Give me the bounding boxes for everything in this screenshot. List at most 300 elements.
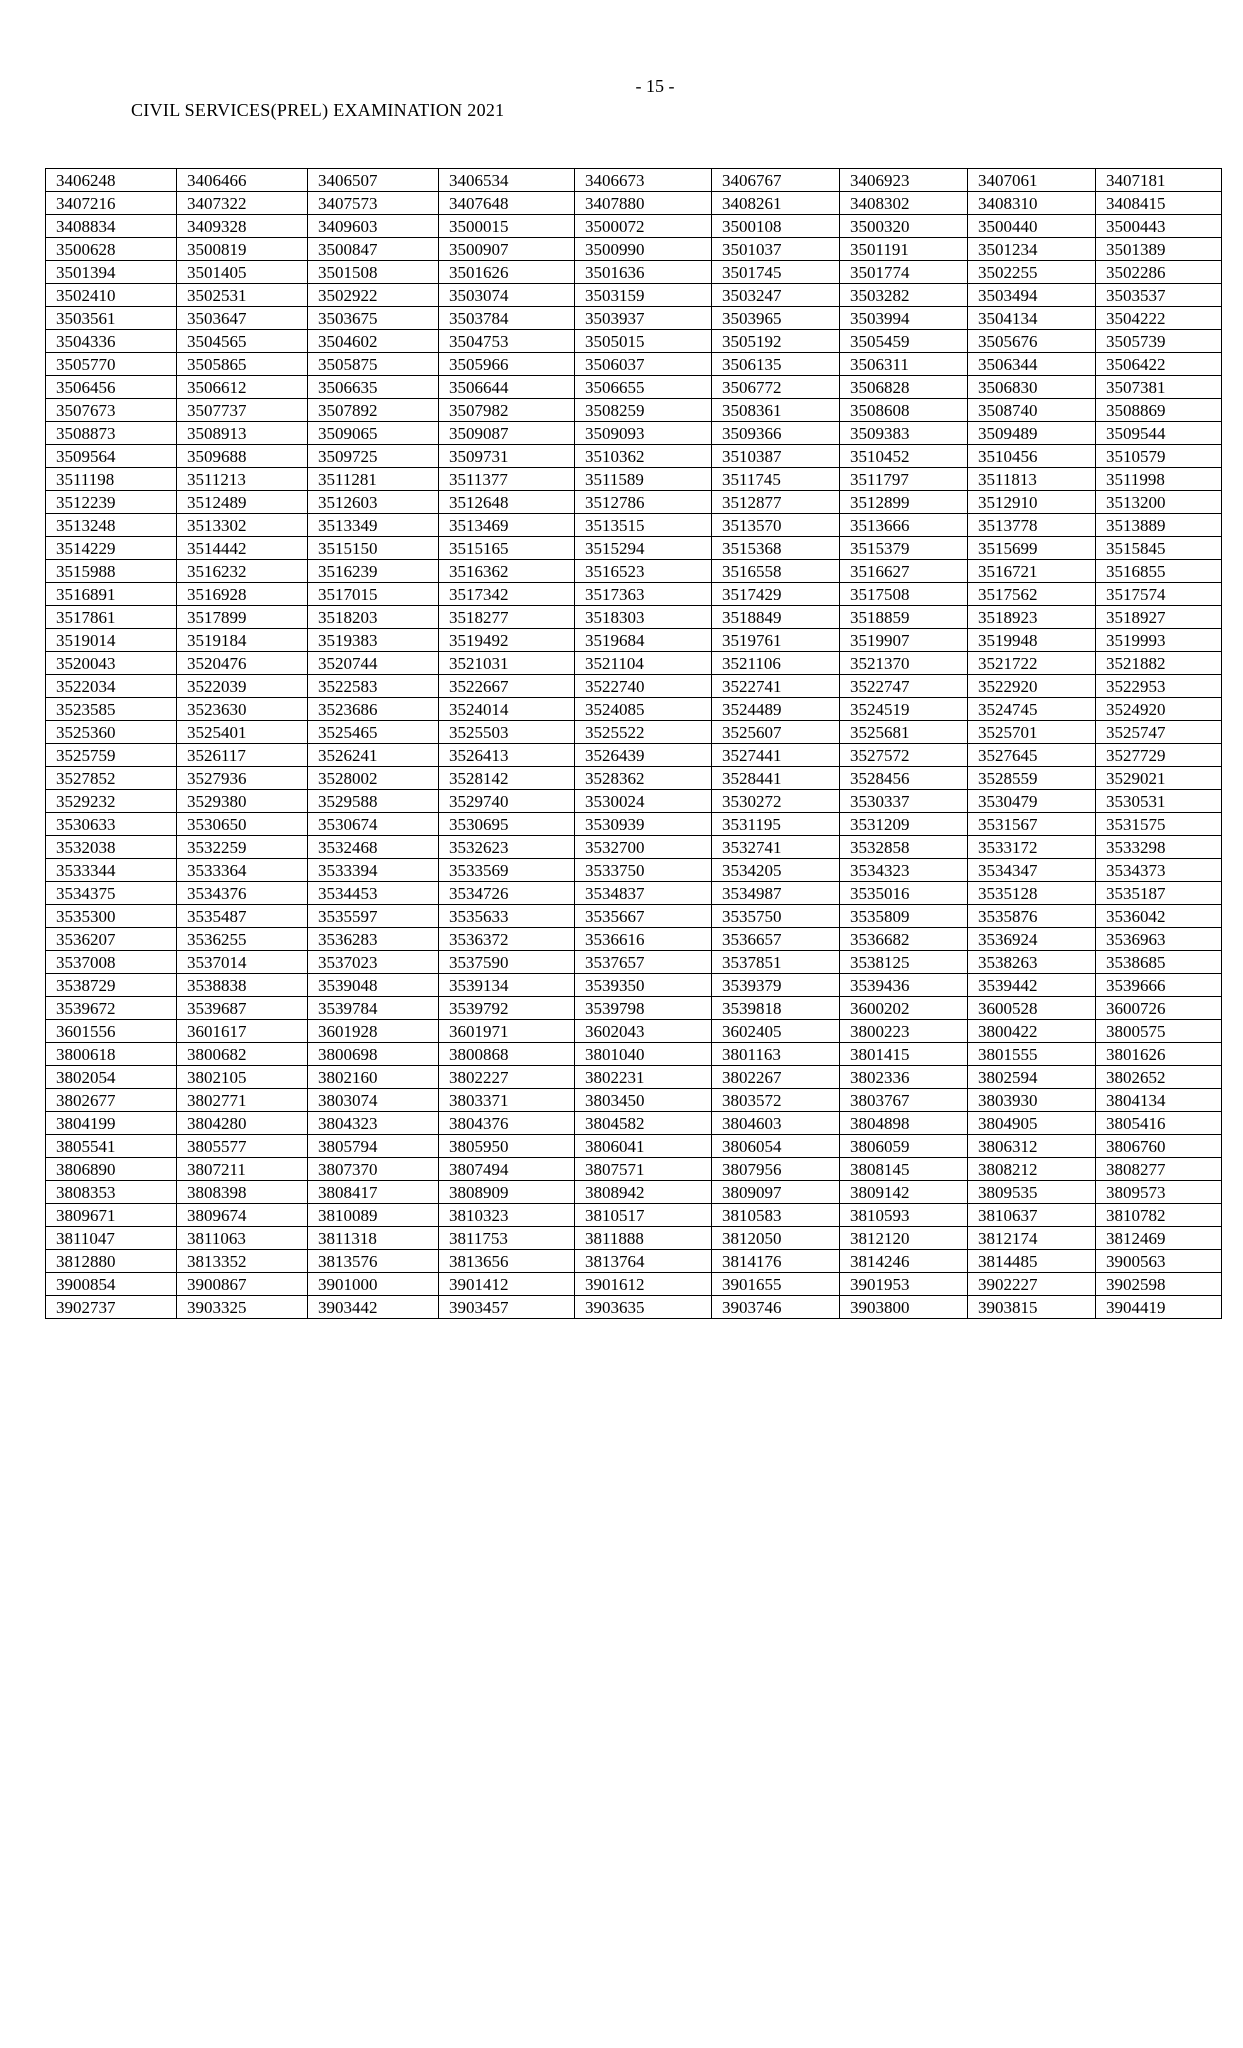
roll-number-cell: 3525522 <box>575 721 712 744</box>
roll-number-cell: 3408302 <box>840 192 968 215</box>
roll-number-cell: 3810593 <box>840 1204 968 1227</box>
roll-number-cell: 3407061 <box>968 169 1096 192</box>
roll-number-cell: 3810637 <box>968 1204 1096 1227</box>
roll-number-cell: 3800422 <box>968 1020 1096 1043</box>
table-row <box>46 1066 1222 1089</box>
roll-number-cell: 3527729 <box>1096 744 1222 767</box>
roll-number-cell: 3903635 <box>575 1296 712 1319</box>
roll-number-cell: 3513570 <box>712 514 840 537</box>
roll-number-cell: 3519761 <box>712 629 840 652</box>
roll-number-cell: 3535750 <box>712 905 840 928</box>
roll-number-cell: 3812469 <box>1096 1227 1222 1250</box>
roll-number-cell: 3810583 <box>712 1204 840 1227</box>
roll-number-cell: 3511198 <box>46 468 177 491</box>
roll-number-cell: 3524519 <box>840 698 968 721</box>
table-row <box>46 767 1222 790</box>
roll-number-cell: 3501389 <box>1096 238 1222 261</box>
roll-number-cell: 3517562 <box>968 583 1096 606</box>
roll-number-cell: 3804280 <box>177 1112 308 1135</box>
roll-number-cell: 3406248 <box>46 169 177 192</box>
roll-number-cell: 3804323 <box>308 1112 439 1135</box>
roll-number-cell: 3507982 <box>439 399 575 422</box>
roll-number-cell: 3512239 <box>46 491 177 514</box>
roll-number-cell: 3536042 <box>1096 905 1222 928</box>
roll-number-cell: 3808398 <box>177 1181 308 1204</box>
table-row <box>46 790 1222 813</box>
roll-number-cell: 3516855 <box>1096 560 1222 583</box>
roll-number-cell: 3529380 <box>177 790 308 813</box>
roll-number-cell: 3902227 <box>968 1273 1096 1296</box>
roll-number-cell: 3502255 <box>968 261 1096 284</box>
roll-number-cell: 3507381 <box>1096 376 1222 399</box>
roll-number-cell: 3527572 <box>840 744 968 767</box>
roll-number-cell: 3511745 <box>712 468 840 491</box>
roll-number-cell: 3514229 <box>46 537 177 560</box>
roll-number-cell: 3500819 <box>177 238 308 261</box>
page-number: - 15 - <box>635 76 675 96</box>
roll-number-cell: 3525747 <box>1096 721 1222 744</box>
roll-number-cell: 3500320 <box>840 215 968 238</box>
roll-number-cell: 3528142 <box>439 767 575 790</box>
roll-number-cell: 3527852 <box>46 767 177 790</box>
table-row <box>46 698 1222 721</box>
roll-number-cell: 3527441 <box>712 744 840 767</box>
roll-number-cell: 3519184 <box>177 629 308 652</box>
roll-number-cell: 3802054 <box>46 1066 177 1089</box>
roll-number-cell: 3512877 <box>712 491 840 514</box>
roll-number-cell: 3536255 <box>177 928 308 951</box>
roll-number-cell: 3813352 <box>177 1250 308 1273</box>
roll-number-cell: 3901000 <box>308 1273 439 1296</box>
roll-number-cell: 3903457 <box>439 1296 575 1319</box>
roll-number-cell: 3512603 <box>308 491 439 514</box>
roll-number-cell: 3534726 <box>439 882 575 905</box>
roll-number-cell: 3532038 <box>46 836 177 859</box>
roll-number-cell: 3522583 <box>308 675 439 698</box>
roll-number-cell: 3533298 <box>1096 836 1222 859</box>
roll-number-cell: 3513200 <box>1096 491 1222 514</box>
roll-number-cell: 3500440 <box>968 215 1096 238</box>
roll-number-cell: 3513778 <box>968 514 1096 537</box>
roll-number-cell: 3516523 <box>575 560 712 583</box>
roll-number-cell: 3506456 <box>46 376 177 399</box>
roll-number-cell: 3903325 <box>177 1296 308 1319</box>
roll-number-cell: 3530531 <box>1096 790 1222 813</box>
roll-number-cell: 3505676 <box>968 330 1096 353</box>
roll-number-cell: 3523585 <box>46 698 177 721</box>
roll-number-cell: 3511998 <box>1096 468 1222 491</box>
roll-number-cell: 3505865 <box>177 353 308 376</box>
roll-number-cell: 3800575 <box>1096 1020 1222 1043</box>
roll-number-cell: 3511589 <box>575 468 712 491</box>
roll-number-cell: 3810089 <box>308 1204 439 1227</box>
roll-number-cell: 3519014 <box>46 629 177 652</box>
roll-number-cell: 3509093 <box>575 422 712 445</box>
roll-number-cell: 3533394 <box>308 859 439 882</box>
roll-number-cell: 3503537 <box>1096 284 1222 307</box>
roll-number-cell: 3809535 <box>968 1181 1096 1204</box>
roll-number-cell: 3503282 <box>840 284 968 307</box>
roll-number-cell: 3522953 <box>1096 675 1222 698</box>
roll-number-cell: 3506311 <box>840 353 968 376</box>
roll-number-cell: 3539442 <box>968 974 1096 997</box>
roll-number-cell: 3522747 <box>840 675 968 698</box>
roll-number-cell: 3509564 <box>46 445 177 468</box>
roll-number-cell: 3537590 <box>439 951 575 974</box>
roll-number-cell: 3521106 <box>712 652 840 675</box>
roll-number-cell: 3805950 <box>439 1135 575 1158</box>
roll-number-cell: 3525360 <box>46 721 177 744</box>
roll-number-cell: 3807211 <box>177 1158 308 1181</box>
roll-number-cell: 3408415 <box>1096 192 1222 215</box>
roll-number-cell: 3508361 <box>712 399 840 422</box>
roll-number-cell: 3535187 <box>1096 882 1222 905</box>
roll-number-cell: 3903815 <box>968 1296 1096 1319</box>
roll-number-cell: 3515150 <box>308 537 439 560</box>
table-row <box>46 537 1222 560</box>
table-row <box>46 491 1222 514</box>
roll-number-cell: 3524920 <box>1096 698 1222 721</box>
roll-number-cell: 3803572 <box>712 1089 840 1112</box>
roll-number-table-body <box>46 169 1222 1319</box>
roll-number-cell: 3808353 <box>46 1181 177 1204</box>
table-row <box>46 1089 1222 1112</box>
roll-number-cell: 3801163 <box>712 1043 840 1066</box>
roll-number-cell: 3804134 <box>1096 1089 1222 1112</box>
roll-number-cell: 3509731 <box>439 445 575 468</box>
roll-number-cell: 3800618 <box>46 1043 177 1066</box>
roll-number-cell: 3900563 <box>1096 1250 1222 1273</box>
table-row <box>46 1135 1222 1158</box>
roll-number-cell: 3531567 <box>968 813 1096 836</box>
roll-number-cell: 3507737 <box>177 399 308 422</box>
roll-number-cell: 3812120 <box>840 1227 968 1250</box>
roll-number-cell: 3530674 <box>308 813 439 836</box>
roll-number-cell: 3518849 <box>712 606 840 629</box>
roll-number-cell: 3806760 <box>1096 1135 1222 1158</box>
roll-number-cell: 3504222 <box>1096 307 1222 330</box>
roll-number-cell: 3501037 <box>712 238 840 261</box>
roll-number-cell: 3515165 <box>439 537 575 560</box>
roll-number-cell: 3537008 <box>46 951 177 974</box>
roll-number-cell: 3811753 <box>439 1227 575 1250</box>
roll-number-cell: 3504134 <box>968 307 1096 330</box>
roll-number-cell: 3501636 <box>575 261 712 284</box>
table-row <box>46 744 1222 767</box>
roll-number-cell: 3601971 <box>439 1020 575 1043</box>
table-row <box>46 997 1222 1020</box>
roll-number-cell: 3506612 <box>177 376 308 399</box>
roll-number-cell: 3532468 <box>308 836 439 859</box>
roll-number-cell: 3520744 <box>308 652 439 675</box>
roll-number-cell: 3501394 <box>46 261 177 284</box>
roll-number-cell: 3528002 <box>308 767 439 790</box>
roll-number-cell: 3529588 <box>308 790 439 813</box>
roll-number-cell: 3517508 <box>840 583 968 606</box>
table-row <box>46 905 1222 928</box>
roll-number-cell: 3534373 <box>1096 859 1222 882</box>
roll-number-cell: 3532623 <box>439 836 575 859</box>
roll-number-cell: 3510456 <box>968 445 1096 468</box>
roll-number-cell: 3532741 <box>712 836 840 859</box>
roll-number-cell: 3530939 <box>575 813 712 836</box>
roll-number-cell: 3501745 <box>712 261 840 284</box>
roll-number-cell: 3501191 <box>840 238 968 261</box>
roll-number-cell: 3809674 <box>177 1204 308 1227</box>
roll-number-cell: 3510452 <box>840 445 968 468</box>
roll-number-cell: 3513302 <box>177 514 308 537</box>
table-row <box>46 859 1222 882</box>
roll-number-cell: 3519948 <box>968 629 1096 652</box>
roll-number-cell: 3523630 <box>177 698 308 721</box>
roll-number-cell: 3519993 <box>1096 629 1222 652</box>
roll-number-cell: 3806054 <box>712 1135 840 1158</box>
roll-number-cell: 3808942 <box>575 1181 712 1204</box>
roll-number-cell: 3522667 <box>439 675 575 698</box>
roll-number-cell: 3807956 <box>712 1158 840 1181</box>
roll-number-cell: 3500443 <box>1096 215 1222 238</box>
roll-number-cell: 3812050 <box>712 1227 840 1250</box>
roll-number-cell: 3407880 <box>575 192 712 215</box>
roll-number-cell: 3534375 <box>46 882 177 905</box>
roll-number-cell: 3521370 <box>840 652 968 675</box>
roll-number-cell: 3539798 <box>575 997 712 1020</box>
roll-number-cell: 3408261 <box>712 192 840 215</box>
roll-number-cell: 3535128 <box>968 882 1096 905</box>
roll-number-cell: 3508869 <box>1096 399 1222 422</box>
roll-number-cell: 3536283 <box>308 928 439 951</box>
table-row <box>46 583 1222 606</box>
roll-number-cell: 3526241 <box>308 744 439 767</box>
roll-number-cell: 3532259 <box>177 836 308 859</box>
exam-title: CIVIL SERVICES(PREL) EXAMINATION 2021 <box>131 100 505 120</box>
roll-number-cell: 3536682 <box>840 928 968 951</box>
roll-number-cell: 3513248 <box>46 514 177 537</box>
roll-number-cell: 3504602 <box>308 330 439 353</box>
roll-number-cell: 3810782 <box>1096 1204 1222 1227</box>
roll-number-cell: 3506644 <box>439 376 575 399</box>
roll-number-cell: 3515368 <box>712 537 840 560</box>
roll-number-cell: 3807571 <box>575 1158 712 1181</box>
roll-number-cell: 3812880 <box>46 1250 177 1273</box>
roll-number-cell: 3408834 <box>46 215 177 238</box>
roll-number-cell: 3522039 <box>177 675 308 698</box>
roll-number-cell: 3534837 <box>575 882 712 905</box>
roll-number-cell: 3530650 <box>177 813 308 836</box>
roll-number-cell: 3530272 <box>712 790 840 813</box>
roll-number-cell: 3526413 <box>439 744 575 767</box>
roll-number-cell: 3810323 <box>439 1204 575 1227</box>
roll-number-cell: 3525465 <box>308 721 439 744</box>
roll-number-cell: 3516891 <box>46 583 177 606</box>
roll-number-cell: 3526117 <box>177 744 308 767</box>
roll-number-cell: 3509725 <box>308 445 439 468</box>
roll-number-cell: 3532858 <box>840 836 968 859</box>
roll-number-cell: 3519684 <box>575 629 712 652</box>
roll-number-cell: 3517899 <box>177 606 308 629</box>
roll-number-cell: 3535300 <box>46 905 177 928</box>
roll-number-cell: 3501234 <box>968 238 1096 261</box>
roll-number-cell: 3808417 <box>308 1181 439 1204</box>
roll-number-cell: 3804376 <box>439 1112 575 1135</box>
roll-number-cell: 3514442 <box>177 537 308 560</box>
roll-number-cell: 3530024 <box>575 790 712 813</box>
roll-number-cell: 3807494 <box>439 1158 575 1181</box>
roll-number-cell: 3505192 <box>712 330 840 353</box>
roll-number-cell: 3808909 <box>439 1181 575 1204</box>
roll-number-cell: 3804603 <box>712 1112 840 1135</box>
roll-number-cell: 3534453 <box>308 882 439 905</box>
roll-number-cell: 3807370 <box>308 1158 439 1181</box>
roll-number-cell: 3407573 <box>308 192 439 215</box>
roll-number-cell: 3517861 <box>46 606 177 629</box>
roll-number-cell: 3522741 <box>712 675 840 698</box>
roll-number-cell: 3536963 <box>1096 928 1222 951</box>
roll-number-cell: 3406466 <box>177 169 308 192</box>
roll-number-cell: 3528559 <box>968 767 1096 790</box>
roll-number-cell: 3511377 <box>439 468 575 491</box>
table-row <box>46 445 1222 468</box>
roll-number-cell: 3533344 <box>46 859 177 882</box>
roll-number-cell: 3509544 <box>1096 422 1222 445</box>
roll-number-cell: 3535809 <box>840 905 968 928</box>
roll-number-cell: 3804905 <box>968 1112 1096 1135</box>
roll-number-cell: 3503647 <box>177 307 308 330</box>
roll-number-cell: 3517574 <box>1096 583 1222 606</box>
roll-number-cell: 3501626 <box>439 261 575 284</box>
roll-number-cell: 3813656 <box>439 1250 575 1273</box>
roll-number-cell: 3500072 <box>575 215 712 238</box>
roll-number-cell: 3805794 <box>308 1135 439 1158</box>
roll-number-cell: 3803074 <box>308 1089 439 1112</box>
roll-number-cell: 3536207 <box>46 928 177 951</box>
roll-number-cell: 3504565 <box>177 330 308 353</box>
roll-number-cell: 3804582 <box>575 1112 712 1135</box>
roll-number-cell: 3814485 <box>968 1250 1096 1273</box>
roll-number-cell: 3539687 <box>177 997 308 1020</box>
roll-number-cell: 3500990 <box>575 238 712 261</box>
roll-number-cell: 3803371 <box>439 1089 575 1112</box>
roll-number-cell: 3502922 <box>308 284 439 307</box>
roll-number-cell: 3506655 <box>575 376 712 399</box>
roll-number-cell: 3538685 <box>1096 951 1222 974</box>
roll-number-cell: 3513349 <box>308 514 439 537</box>
roll-number-cell: 3900854 <box>46 1273 177 1296</box>
roll-number-cell: 3522034 <box>46 675 177 698</box>
table-row <box>46 629 1222 652</box>
roll-number-cell: 3507892 <box>308 399 439 422</box>
roll-number-cell: 3539666 <box>1096 974 1222 997</box>
roll-number-cell: 3805577 <box>177 1135 308 1158</box>
roll-number-cell: 3801555 <box>968 1043 1096 1066</box>
roll-number-cell: 3805541 <box>46 1135 177 1158</box>
table-row <box>46 606 1222 629</box>
roll-number-cell: 3535487 <box>177 905 308 928</box>
roll-number-cell: 3503561 <box>46 307 177 330</box>
roll-number-cell: 3539784 <box>308 997 439 1020</box>
roll-number-cell: 3801626 <box>1096 1043 1222 1066</box>
roll-number-cell: 3600726 <box>1096 997 1222 1020</box>
roll-number-cell: 3406534 <box>439 169 575 192</box>
table-row <box>46 422 1222 445</box>
roll-number-cell: 3535667 <box>575 905 712 928</box>
roll-number-cell: 3503937 <box>575 307 712 330</box>
roll-number-cell: 3525401 <box>177 721 308 744</box>
roll-number-cell: 3518303 <box>575 606 712 629</box>
roll-number-cell: 3529740 <box>439 790 575 813</box>
table-row <box>46 399 1222 422</box>
roll-number-cell: 3808212 <box>968 1158 1096 1181</box>
roll-number-cell: 3525607 <box>712 721 840 744</box>
roll-number-cell: 3539048 <box>308 974 439 997</box>
roll-number-cell: 3530337 <box>840 790 968 813</box>
table-row <box>46 192 1222 215</box>
roll-number-cell: 3808145 <box>840 1158 968 1181</box>
roll-number-table <box>45 168 1222 1319</box>
roll-number-cell: 3809097 <box>712 1181 840 1204</box>
roll-number-cell: 3519383 <box>308 629 439 652</box>
roll-number-cell: 3537023 <box>308 951 439 974</box>
roll-number-cell: 3508913 <box>177 422 308 445</box>
roll-number-cell: 3903746 <box>712 1296 840 1319</box>
table-row <box>46 721 1222 744</box>
roll-number-cell: 3537657 <box>575 951 712 974</box>
roll-number-cell: 3511797 <box>840 468 968 491</box>
roll-number-cell: 3516232 <box>177 560 308 583</box>
roll-number-cell: 3407322 <box>177 192 308 215</box>
roll-number-cell: 3806041 <box>575 1135 712 1158</box>
roll-number-cell: 3515379 <box>840 537 968 560</box>
roll-number-cell: 3535633 <box>439 905 575 928</box>
roll-number-cell: 3510362 <box>575 445 712 468</box>
roll-number-cell: 3502531 <box>177 284 308 307</box>
roll-number-cell: 3503994 <box>840 307 968 330</box>
roll-number-cell: 3806059 <box>840 1135 968 1158</box>
table-row <box>46 675 1222 698</box>
roll-number-cell: 3805416 <box>1096 1112 1222 1135</box>
roll-number-cell: 3533172 <box>968 836 1096 859</box>
roll-number-cell: 3503074 <box>439 284 575 307</box>
roll-number-cell: 3506135 <box>712 353 840 376</box>
roll-number-cell: 3900867 <box>177 1273 308 1296</box>
roll-number-cell: 3500628 <box>46 238 177 261</box>
roll-number-cell: 3524489 <box>712 698 840 721</box>
roll-number-cell: 3802160 <box>308 1066 439 1089</box>
table-row <box>46 376 1222 399</box>
roll-number-cell: 3513666 <box>840 514 968 537</box>
table-row <box>46 238 1222 261</box>
roll-number-cell: 3515294 <box>575 537 712 560</box>
roll-number-cell: 3509489 <box>968 422 1096 445</box>
roll-number-cell: 3505966 <box>439 353 575 376</box>
roll-number-cell: 3506344 <box>968 353 1096 376</box>
roll-number-cell: 3808277 <box>1096 1158 1222 1181</box>
roll-number-cell: 3803450 <box>575 1089 712 1112</box>
roll-number-cell: 3901953 <box>840 1273 968 1296</box>
roll-number-cell: 3538125 <box>840 951 968 974</box>
roll-number-cell: 3802105 <box>177 1066 308 1089</box>
roll-number-cell: 3519492 <box>439 629 575 652</box>
roll-number-cell: 3503675 <box>308 307 439 330</box>
roll-number-cell: 3506828 <box>840 376 968 399</box>
roll-number-cell: 3524745 <box>968 698 1096 721</box>
roll-number-cell: 3809573 <box>1096 1181 1222 1204</box>
roll-number-cell: 3506037 <box>575 353 712 376</box>
roll-number-cell: 3406767 <box>712 169 840 192</box>
roll-number-cell: 3537851 <box>712 951 840 974</box>
roll-number-cell: 3525503 <box>439 721 575 744</box>
roll-number-cell: 3526439 <box>575 744 712 767</box>
